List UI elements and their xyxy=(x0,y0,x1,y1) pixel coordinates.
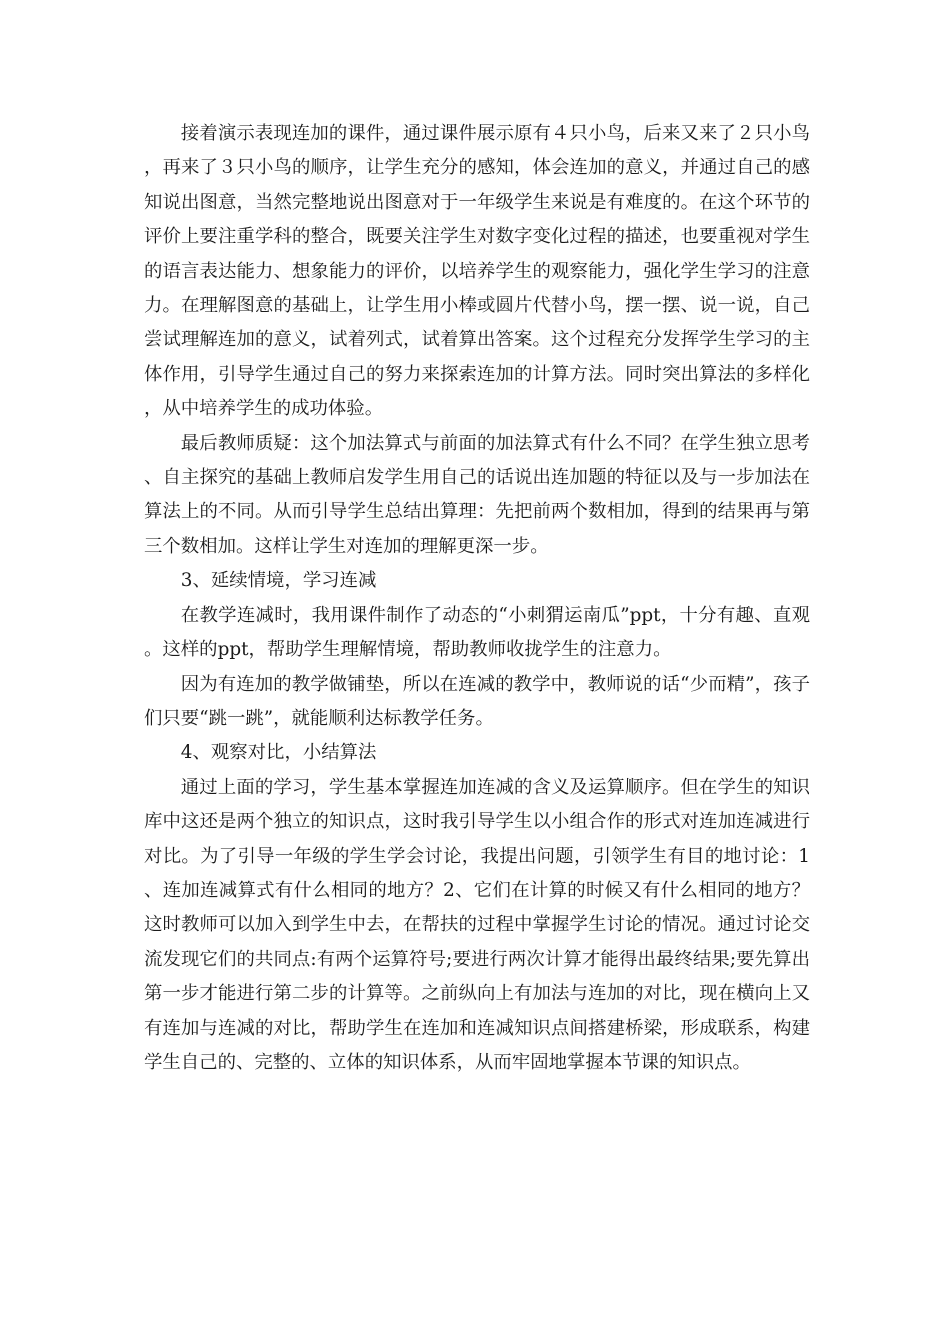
paragraph-teacher-question: 最后教师质疑：这个加法算式与前面的加法算式有什么不同？在学生独立思考、自主探究的基础上教师启发学生用自己的话说出连加题的特征以及与一步加法在算法上的不同。从而引导学生总结出算理：先把前两个数相加，得到的结果再与第三个数相加。这样让学生对连加的理解更深一步。 xyxy=(144,432,810,557)
paragraph-lianjian-courseware: 在教学连减时，我用课件制作了动态的“小刺猬运南瓜”ppt，十分有趣、直观。这样的ppt，帮助学生理解情境，帮助教师收拢学生的注意力。 xyxy=(144,604,810,661)
paragraph-compare-summary: 通过上面的学习，学生基本掌握连加连减的含义及运算顺序。但在学生的知识库中这还是两个独立的知识点，这时我引导学生以小组合作的形式对连加连减进行对比。为了引导一年级的学生学会讨论，我提出问题，引领学生有目的地讨论：1、连加连减算式有什么相同的地方？2、它们在计算的时候又有什么相同的地方？这时教师可以加入到学生中去，在帮扶的过程中掌握学生讨论的情况。通过讨论交流发现它们的共同点:有两个运算符号;要进行两次计算才能得出最终结果;要先算出第一步才能进行第二步的计算等。之前纵向上有加法与连加的对比，现在横向上又有连加与连减的对比，帮助学生在连加和连减知识点间搭建桥梁，形成联系，构建学生自己的、完整的、立体的知识体系，从而牢固地掌握本节课的知识点。 xyxy=(144,776,810,1073)
document-body xyxy=(144,117,810,1080)
paragraph-lianjian-teaching: 因为有连加的教学做铺垫，所以在连减的教学中，教师说的话“少而精”，孩子们只要“跳一跳”，就能顺利达标教学任务。 xyxy=(144,673,810,729)
section-heading-3: 3、延续情境，学习连减 xyxy=(180,570,377,592)
paragraph-intro-lianjia: 接着演示表现连加的课件，通过课件展示原有４只小鸟，后来又来了２只小鸟，再来了３只小鸟的顺序，让学生充分的感知，体会连加的意义，并通过自己的感知说出图意，当然完整地说出图意对于一年级学生来说是有难度的。在这个环节的评价上要注重学科的整合，既要关注学生对数字变化过程的描述，也要重视对学生的语言表达能力、想象能力的评价，以培养学生的观察能力，强化学生学习的注意力。在理解图意的基础上，让学生用小棒或圆片代替小鸟，摆一摆、说一说，自己尝试理解连加的意义，试着列式，试着算出答案。这个过程充分发挥学生学习的主体作用，引导学生通过自己的努力来探索连加的计算方法。同时突出算法的多样化，从中培养学生的成功体验。 xyxy=(144,123,810,420)
section-heading-4: 4、观察对比，小结算法 xyxy=(180,742,377,764)
